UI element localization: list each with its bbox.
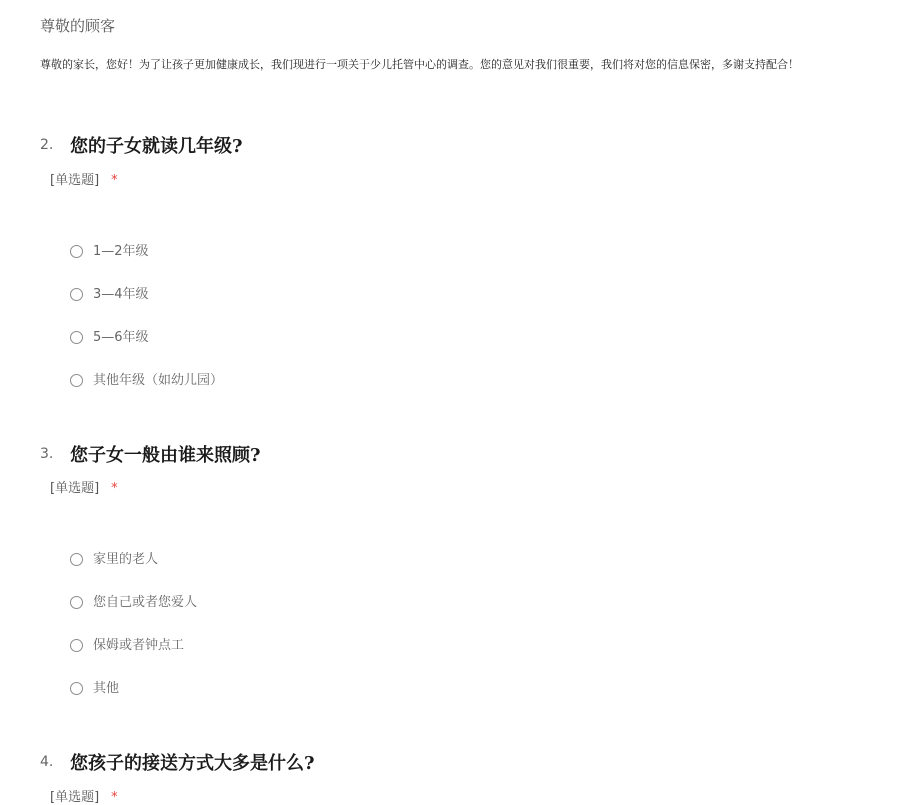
- radio-icon[interactable]: [70, 639, 83, 652]
- option-label: 3—4年级: [93, 287, 149, 302]
- question-title: 您子女一般由谁来照顾?: [70, 445, 261, 466]
- radio-icon[interactable]: [70, 288, 83, 301]
- question-type-label: [50, 477, 118, 496]
- survey-intro: 尊敬的家长，您好！为了让孩子更加健康成长，我们现进行一项关于少儿托管中心的调查。您的意见对我们很重要，我们将对您的信息保密，多谢支持配合！: [40, 58, 799, 71]
- radio-icon[interactable]: [70, 682, 83, 695]
- question-number: 3.: [40, 446, 54, 462]
- question-number: 2.: [40, 137, 54, 153]
- survey-greeting: 尊敬的顾客: [40, 17, 116, 35]
- radio-icon[interactable]: [70, 553, 83, 566]
- option-label: 其他: [93, 681, 120, 696]
- option-label: 保姆或者钟点工: [93, 638, 185, 653]
- option-other-grade[interactable]: [70, 372, 223, 415]
- question-header: [40, 441, 261, 467]
- question-title: 您的子女就读几年级?: [70, 136, 243, 157]
- option-grade-5-6[interactable]: [70, 329, 223, 372]
- question-type-label: [50, 786, 118, 805]
- radio-icon[interactable]: [70, 374, 83, 387]
- option-grade-1-2[interactable]: [70, 243, 223, 286]
- option-self-or-spouse[interactable]: [70, 594, 197, 637]
- option-other-caregiver[interactable]: [70, 680, 197, 723]
- option-list: [70, 551, 197, 723]
- single-choice-tag: [单选题]: [50, 173, 100, 188]
- question-number: 4.: [40, 754, 54, 770]
- option-label: 5—6年级: [93, 330, 149, 345]
- radio-icon[interactable]: [70, 245, 83, 258]
- single-choice-tag: [单选题]: [50, 790, 100, 805]
- option-nanny[interactable]: [70, 637, 197, 680]
- option-label: 其他年级（如幼儿园）: [93, 373, 224, 388]
- option-label: 1—2年级: [93, 244, 149, 259]
- radio-icon[interactable]: [70, 331, 83, 344]
- single-choice-tag: [单选题]: [50, 481, 100, 496]
- radio-icon[interactable]: [70, 596, 83, 609]
- required-asterisk: *: [111, 481, 118, 496]
- required-asterisk: *: [111, 790, 118, 805]
- option-label: 您自己或者您爱人: [93, 595, 198, 610]
- question-header: [40, 132, 243, 158]
- option-grandparents[interactable]: [70, 551, 197, 594]
- option-label: 家里的老人: [93, 552, 159, 567]
- question-type-label: [50, 169, 118, 188]
- required-asterisk: *: [111, 173, 118, 188]
- option-grade-3-4[interactable]: [70, 286, 223, 329]
- question-title: 您孩子的接送方式大多是什么?: [70, 753, 315, 774]
- question-header: [40, 749, 315, 775]
- option-list: [70, 243, 223, 415]
